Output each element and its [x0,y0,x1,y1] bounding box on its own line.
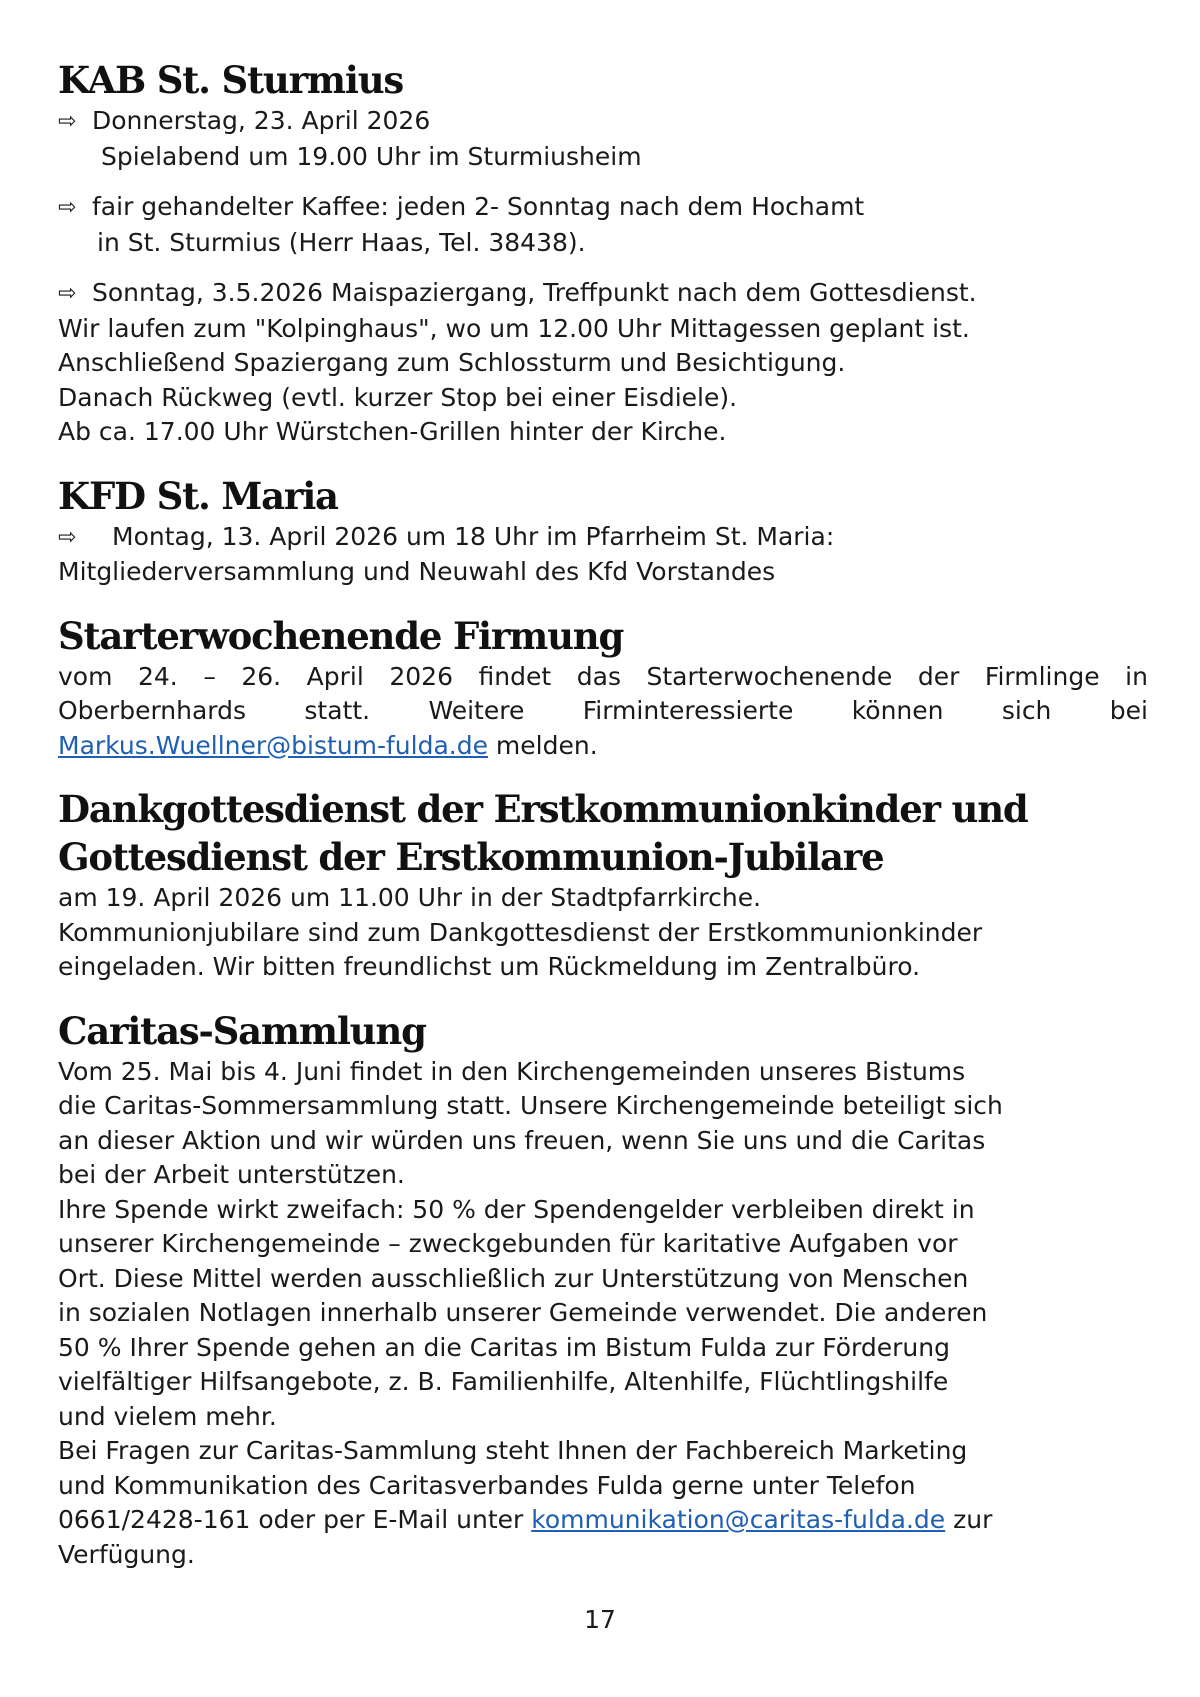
caritas-last-line: Verfügung. [58,1539,195,1569]
firmung-line3: Markus.Wuellner@bistum-fulda.de melden. [58,730,598,760]
caritas-email-link[interactable]: kommunikation@caritas-fulda.de [531,1505,946,1534]
justified-word: Oberbernhards [58,696,247,725]
caritas-line: unserer Kirchengemeinde – zweckgebunden für karitative Aufgaben vor [58,1229,958,1258]
erstkommunion-line1: am 19. April 2026 um 11.00 Uhr in der Stadtpfarrkirche. [58,883,762,912]
section-erstkommunion [58,785,1148,985]
caritas-line: Ort. Diese Mittel werden ausschließlich zur Unterstützung von Menschen [58,1263,969,1293]
caritas-line: und Kommunikation des Caritasverbandes Fulda gerne unter Telefon [58,1470,916,1500]
caritas-line: 50 % Ihrer Spende gehen an die Caritas im Bistum Fulda zur Förderung [58,1332,950,1362]
firmung-line1 [58,660,1148,695]
kfd-line2: Mitgliederversammlung und Neuwahl des Kfd Vorstandes [58,557,776,586]
justified-word: vom [58,661,113,691]
page-number: 17 [584,1605,616,1634]
kab-item1-line1: ⇨ Donnerstag, 23. April 2026 [58,104,1148,140]
section-kfd [58,472,1148,590]
kab-item3-line1: ⇨ Sonntag, 3.5.2026 Maispaziergang, Treffpunkt nach dem Gottesdienst. [58,276,1148,312]
caritas-line: an dieser Aktion und wir würden uns freuen, wenn Sie uns und die Caritas [58,1125,986,1155]
justified-word: bei [1109,696,1148,725]
justified-word: sich [1001,696,1052,725]
justified-word: können [851,696,944,725]
justified-word: April [306,661,364,691]
kfd-line1: ⇨ Montag, 13. April 2026 um 18 Uhr im Pfarrheim St. Maria: [58,520,1148,556]
heading-erstkommunion-line1: Dankgottesdienst der Erstkommunionkinder und [58,787,1028,831]
document-page [58,56,1148,1572]
caritas-line: Ihre Spende wirkt zweifach: 50 % der Spendengelder verbleiben direkt in [58,1194,975,1224]
caritas-line: die Caritas-Sommersammlung statt. Unsere Kirchengemeinde beteiligt sich [58,1091,1003,1120]
caritas-line: und vielem mehr. [58,1401,277,1431]
heading-kfd: KFD St. Maria [58,473,338,518]
justified-word: findet [478,661,552,691]
kab-item3-line2: Wir laufen zum "Kolpinghaus", wo um 12.00 Uhr Mittagessen geplant ist. [58,313,970,343]
justified-word: Starterwochenende [646,661,893,691]
kab-item2-line2: in St. Sturmius (Herr Haas, Tel. 38438). [97,227,586,257]
arrow-icon: ⇨ [58,109,77,134]
erstkommunion-line3: eingeladen. Wir bitten freundlichst um Rückmeldung im Zentralbüro. [58,952,921,981]
section-caritas [58,1007,1148,1573]
justified-word: der [917,661,960,691]
heading-caritas: Caritas-Sammlung [58,1008,426,1053]
justified-word: das [576,661,621,691]
firmung-email-link[interactable]: Markus.Wuellner@bistum-fulda.de [58,730,488,760]
arrow-icon: ⇨ [58,195,77,220]
kab-item3-line4: Danach Rückweg (evtl. kurzer Stop bei einer Eisdiele). [58,382,738,412]
firmung-line2 [58,694,1148,729]
section-kab [58,56,1148,450]
caritas-line: Bei Fragen zur Caritas-Sammlung steht Ihnen der Fachbereich Marketing [58,1436,968,1465]
justified-word: Firmlinge [984,661,1100,691]
heading-kab: KAB St. Sturmius [58,58,404,102]
caritas-line: in sozialen Notlagen innerhalb unserer Gemeinde verwendet. Die anderen [58,1298,988,1327]
erstkommunion-line2: Kommunionjubilare sind zum Dankgottesdienst der Erstkommunionkinder [58,917,983,947]
caritas-line: vielfältiger Hilfsangebote, z. B. Familienhilfe, Altenhilfe, Flüchtlingshilfe [58,1367,949,1396]
kab-item3-line3: Anschließend Spaziergang zum Schlossturm und Besichtigung. [58,348,846,377]
justified-word: 2026 [389,661,453,691]
justified-word: 26. [241,661,282,691]
justified-word: statt. [304,696,371,725]
kab-item1-line2: Spielabend um 19.00 Uhr im Sturmiusheim [101,141,642,171]
section-firmung [58,612,1148,764]
heading-erstkommunion-line2: Gottesdienst der Erstkommunion-Jubilare [58,835,884,879]
justified-word: – [203,661,216,691]
arrow-icon: ⇨ [58,524,77,550]
caritas-line: Vom 25. Mai bis 4. Juni findet in den Kirchengemeinden unseres Bistums [58,1056,966,1086]
kab-item2-line1: ⇨ fair gehandelter Kaffee: jeden 2- Sonntag nach dem Hochamt [58,190,1148,226]
caritas-line: bei der Arbeit unterstützen. [58,1160,405,1189]
heading-firmung: Starterwochenende Firmung [58,613,624,658]
justified-word: Firminteressierte [582,696,794,725]
caritas-contact-line: 0661/2428-161 oder per E-Mail unter kommunikation@caritas-fulda.de zur [58,1505,993,1534]
arrow-icon: ⇨ [58,281,77,306]
justified-word: Weitere [428,696,525,725]
justified-word: in [1125,661,1148,691]
justified-word: 24. [138,661,178,691]
kab-item3-line5: Ab ca. 17.00 Uhr Würstchen-Grillen hinter der Kirche. [58,417,727,446]
